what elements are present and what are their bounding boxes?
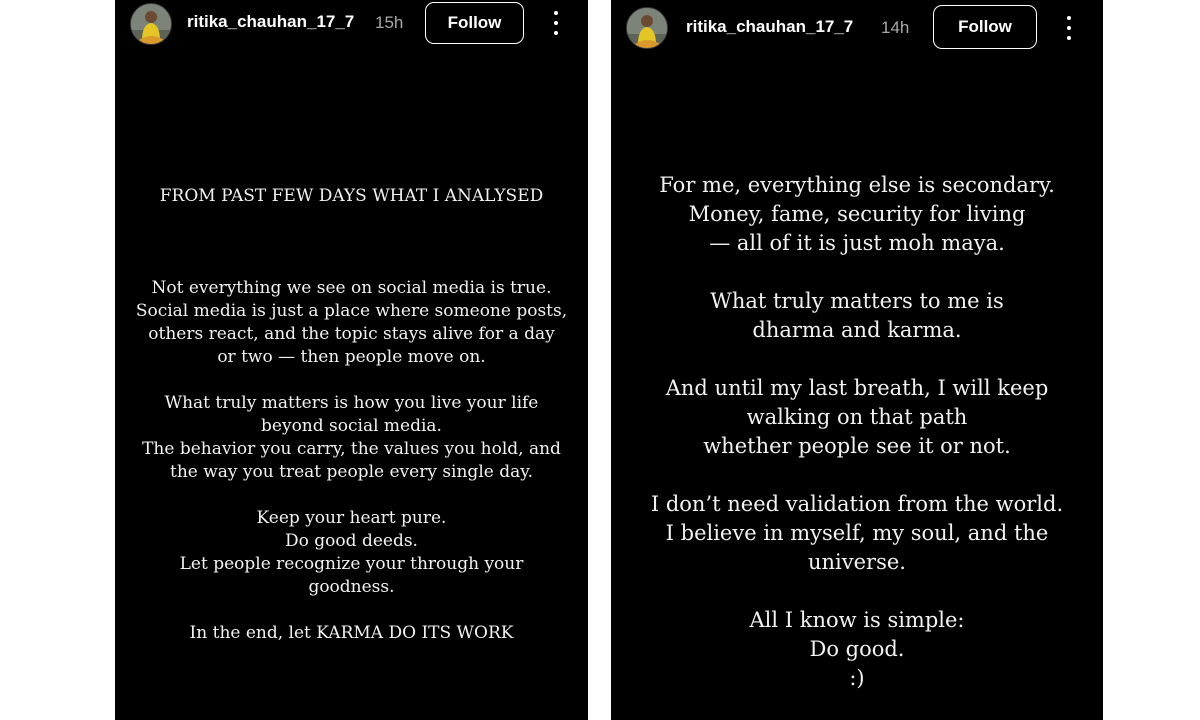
text-line: whether people see it or not.	[703, 434, 1011, 458]
story-paragraph	[611, 287, 1103, 345]
text-line: And until my last breath, I will keep	[665, 376, 1049, 400]
text-line: Keep your heart pure.	[256, 508, 447, 528]
text-line: I believe in myself, my soul, and the	[665, 521, 1049, 545]
text-line: What truly matters is how you live your life	[164, 393, 539, 413]
story-timestamp: 15h	[375, 13, 404, 32]
username[interactable]: ritika_chauhan_17_7	[686, 17, 854, 36]
text-line: others react, and the topic stays alive for a day	[148, 324, 555, 344]
story-heading: FROM PAST FEW DAYS WHAT I ANALYSED	[159, 186, 544, 206]
avatar[interactable]	[626, 7, 668, 49]
story-timestamp: 14h	[881, 18, 910, 37]
text-line: or two — then people move on.	[217, 347, 486, 367]
story-panel-right[interactable]	[611, 0, 1103, 720]
story-paragraph	[611, 171, 1103, 258]
text-line: universe.	[808, 550, 906, 574]
follow-button[interactable]: Follow	[933, 5, 1037, 49]
story-paragraph	[611, 606, 1103, 693]
story-paragraph	[115, 392, 588, 484]
story-header	[611, 0, 1103, 50]
story-paragraph	[115, 507, 588, 599]
text-line: beyond social media.	[261, 416, 442, 436]
story-header	[115, 0, 588, 50]
profile-photo	[131, 4, 171, 44]
text-line: Let people recognize your through your	[179, 554, 524, 574]
follow-button[interactable]: Follow	[425, 2, 524, 44]
text-line: Do good deeds.	[285, 531, 418, 551]
story-panel-left[interactable]	[115, 0, 588, 720]
story-paragraph	[611, 490, 1103, 577]
text-line: Social media is just a place where someone posts,	[135, 301, 568, 321]
text-line: I don’t need validation from the world.	[650, 492, 1064, 516]
text-line: — all of it is just moh maya.	[709, 231, 1005, 255]
story-text	[115, 185, 588, 668]
text-line: All I know is simple:	[749, 608, 965, 632]
text-line: walking on that path	[746, 405, 968, 429]
text-line: goodness.	[308, 577, 395, 597]
text-line: the way you treat people every single day.	[169, 462, 533, 482]
text-line: Money, fame, security for living	[688, 202, 1026, 226]
text-line: :)	[849, 666, 865, 690]
story-paragraph	[115, 622, 588, 645]
text-line: For me, everything else is secondary.	[659, 173, 1055, 197]
text-line: Not everything we see on social media is true.	[151, 278, 552, 298]
story-text	[611, 171, 1103, 720]
username[interactable]: ritika_chauhan_17_7	[187, 12, 355, 31]
story-paragraph	[611, 374, 1103, 461]
text-line: dharma and karma.	[752, 318, 962, 342]
text-line: The behavior you carry, the values you hold, and	[142, 439, 561, 459]
profile-photo	[627, 8, 667, 48]
more-options-icon[interactable]	[1063, 16, 1075, 40]
more-options-icon[interactable]	[550, 11, 562, 35]
text-line: Do good.	[809, 637, 905, 661]
avatar[interactable]	[130, 3, 172, 45]
story-paragraph	[115, 277, 588, 369]
text-line: In the end, let KARMA DO ITS WORK	[189, 623, 514, 643]
text-line: What truly matters to me is	[710, 289, 1004, 313]
